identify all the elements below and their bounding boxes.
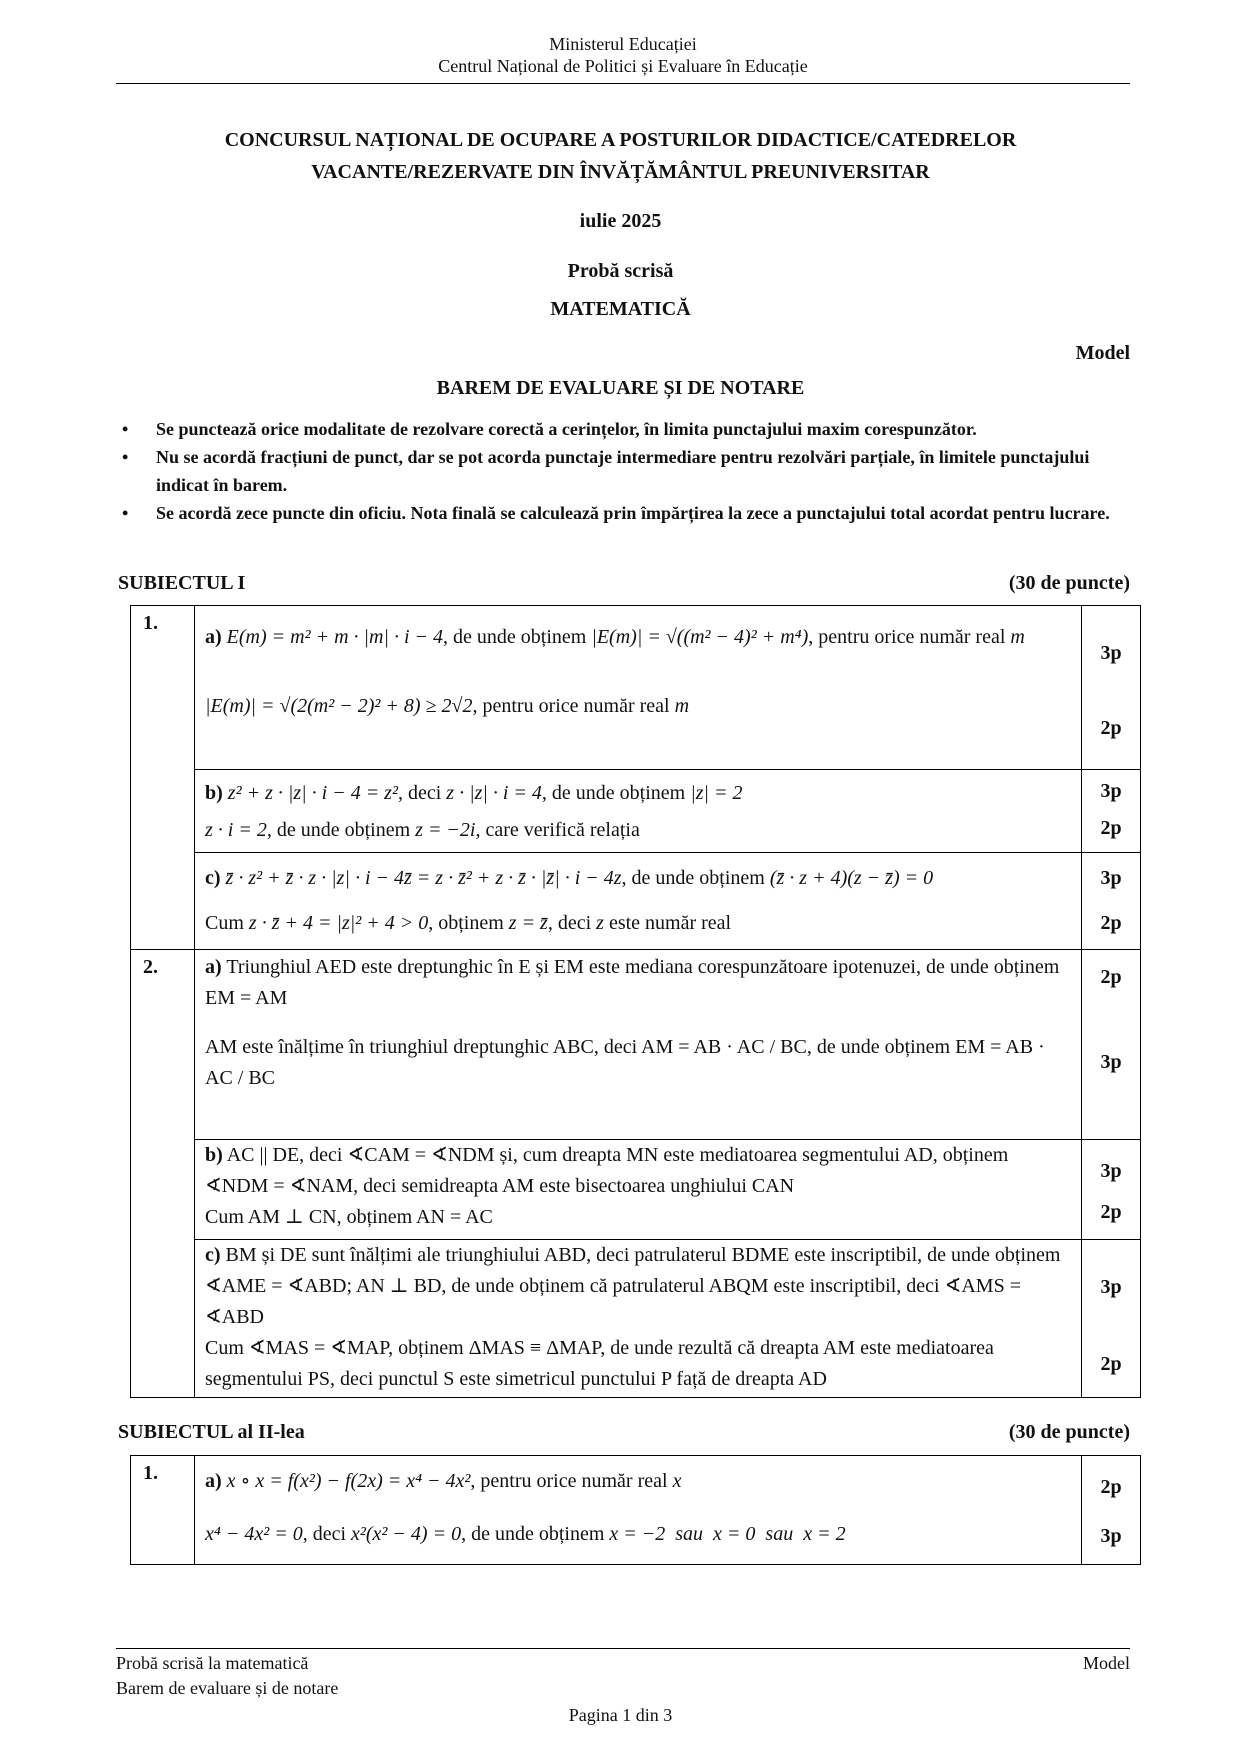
exam-subject: MATEMATICĂ [550,298,691,320]
section-points-1: (30 de puncte) [1008,572,1130,594]
points-cell: 2p 3p [1082,1456,1141,1565]
bullet-icon: • [122,503,129,523]
points-cell: 3p 2p [1082,853,1141,950]
header-ministry: Ministerul Educației [549,34,697,54]
answer-1c: c) z̄ · z² + z̄ · z · |z| · i − 4z̄ = z · z̄² + z · z̄ · |z̄| · i − 4z, de unde obținem (z̄ · z + 4)(z − z̄) = 0 Cum z · z̄ + 4 = |z|² + 4 > 0, obținem z = z̄, deci z este număr real [195,853,1082,950]
table-row [131,1240,1141,1398]
footer-barem: Barem de evaluare și de notare [116,1678,339,1698]
table-row [131,606,1141,770]
title-line-2: VACANTE/REZERVATE DIN ÎNVĂȚĂMÂNTUL PREUNIVERSITAR [311,161,930,183]
section-title-1: SUBIECTUL I (30 de puncte) [118,572,1130,594]
bullet-icon: • [122,419,129,439]
footer-model: Model [1083,1653,1130,1673]
rule-item: • Nu se acordă fracțiuni de punct, dar se pot acorda punctaje intermediare pentru rezolvări parțiale, în limitele punctajului indicat în barem. [120,443,1130,499]
points-cell: 3p 2p [1082,770,1141,853]
answer-1a: a) E(m) = m² + m · |m| · i − 4, de unde obținem |E(m)| = √((m² − 4)² + m⁴), pentru orice număr real m |E(m)| = √(2(m² − 2)² + 8) ≥ 2√2, pentru orice număr real m [195,606,1082,770]
table-row [131,770,1141,853]
answer-2a: a) Triunghiul AED este dreptunghic în E și EM este mediana corespunzătoare ipotenuzei, de unde obținem EM = AM AM este înălțime în triunghiul dreptunghic ABC, deci AM = AB · AC / BC, de unde obținem EM = AB · AC / BC [195,950,1082,1140]
points-cell: 2p 3p [1082,950,1141,1140]
answer-2c: c) BM și DE sunt înălțimi ale triunghiului ABD, deci patrulaterul BDME este inscriptibil, de unde obținem ∢AME = ∢ABD; AN ⊥ BD, de unde obținem că patrulaterul ABQM este inscriptibil, deci ∢AMS = ∢ABD Cum ∢MAS = ∢MAP, obținem ΔMAS ≡ ΔMAP, de unde rezultă că dreapta AM este mediatoarea segmentului PS, deci punctul S este simetricul punctului P față de dreapta AD [195,1240,1082,1398]
rule-item: • Se acordă zece puncte din oficiu. Nota finală se calculează prin împărțirea la zece a punctajului total acordat pentru lucrare. [120,499,1130,527]
title-line-1: CONCURSUL NAȚIONAL DE OCUPARE A POSTURILOR DIDACTICE/CATEDRELOR [224,129,1017,151]
table-row [131,950,1141,1140]
barem-table-1 [130,605,1141,1398]
section-title-2: SUBIECTUL al II-lea (30 de puncte) [118,1421,1130,1443]
bullet-icon: • [122,447,129,467]
question-number: 2. [131,950,195,1398]
barem-table-2 [130,1455,1141,1565]
table-row [131,853,1141,950]
question-number: 1. [131,1456,195,1565]
model-label: Model [1075,342,1130,364]
section-points-2: (30 de puncte) [1008,1421,1130,1443]
exam-type: Probă scrisă [567,260,674,282]
points-cell: 3p 2p [1082,1240,1141,1398]
answer-2b: b) AC || DE, deci ∢CAM = ∢NDM și, cum dreapta MN este mediatoarea segmentului AD, obținem ∢NDM = ∢NAM, deci semidreapta AM este bisectoarea unghiului CAN Cum AM ⊥ CN, obținem AN = AC [195,1140,1082,1240]
question-number: 1. [131,606,195,950]
session-date: iulie 2025 [579,210,662,232]
header-center: Centrul Național de Politici și Evaluare în Educație [438,56,808,76]
page-number: Pagina 1 din 3 [568,1705,673,1725]
points-cell: 3p 2p [1082,1140,1141,1240]
answer-1b: b) z² + z · |z| · i − 4 = z², deci z · |z| · i = 4, de unde obținem |z| = 2 z · i = 2, de unde obținem z = −2i, care verifică relația [195,770,1082,853]
points-cell: 3p 2p [1082,606,1141,770]
footer-exam: Probă scrisă la matematică [116,1653,309,1673]
header-divider [116,83,1130,84]
answer-2-1a: a) x ∘ x = f(x²) − f(2x) = x⁴ − 4x², pentru orice număr real x x⁴ − 4x² = 0, deci x²(x² − 4) = 0, de unde obținem x = −2 sau x = 0 sau x = 2 [195,1456,1082,1565]
table-row [131,1456,1141,1565]
table-row [131,1140,1141,1240]
rule-item: • Se punctează orice modalitate de rezolvare corectă a cerințelor, în limita punctajului maxim corespunzător. [120,415,1130,443]
grading-rules [120,415,1130,527]
footer-divider [116,1648,1130,1649]
barem-title: BAREM DE EVALUARE ȘI DE NOTARE [436,377,805,399]
